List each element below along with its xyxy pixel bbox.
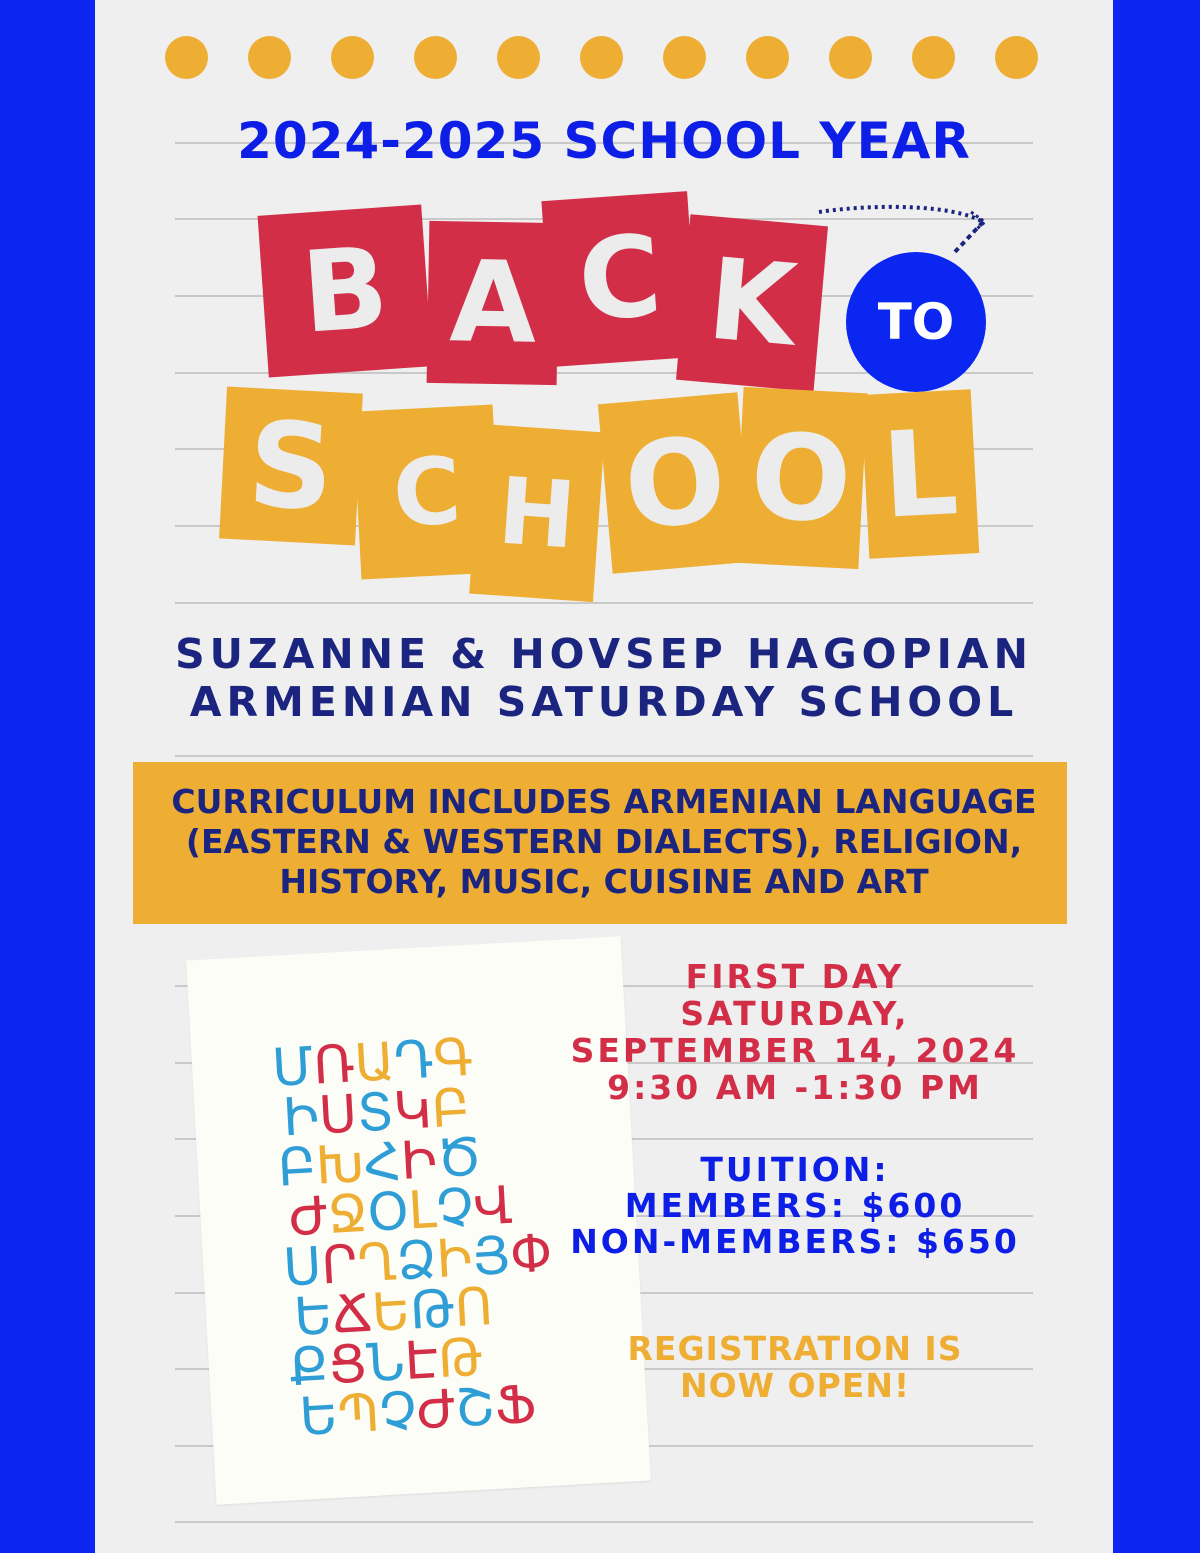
- ruled-line: [175, 602, 1033, 604]
- registration-notice: [535, 1330, 1055, 1404]
- ruled-line: [175, 1521, 1033, 1523]
- alphabet-letter: Ժ: [286, 1186, 330, 1249]
- curriculum-text: [95, 782, 1113, 902]
- curriculum-line: (EASTERN & WESTERN DIALECTS), RELIGION,: [185, 822, 1023, 861]
- alphabet-letter: Բ: [429, 1078, 472, 1141]
- alphabet-letter: Կ: [391, 1080, 434, 1143]
- alphabet-letter: Վ: [471, 1175, 515, 1238]
- alphabet-letter: Ծ: [435, 1127, 484, 1190]
- alphabet-letter: Ճ: [330, 1283, 374, 1346]
- first-day-line: FIRST DAY: [685, 957, 905, 996]
- school-letter-tile: H: [469, 424, 605, 602]
- hole-dot: [829, 36, 872, 79]
- alphabet-letter: Ի: [434, 1228, 474, 1291]
- alphabet-letter: Լ: [406, 1180, 438, 1242]
- alphabet-letter: Թ: [408, 1279, 457, 1342]
- tuition-line: TUITION:: [700, 1150, 890, 1189]
- alphabet-letter: Յ: [470, 1225, 512, 1289]
- alphabet-letter: Ի: [399, 1129, 439, 1192]
- alphabet-letter: Ի: [281, 1086, 321, 1149]
- registration-line: NOW OPEN!: [679, 1366, 910, 1405]
- alphabet-letter: Թ: [436, 1327, 485, 1391]
- tuition-line: MEMBERS: $600: [624, 1186, 966, 1225]
- hole-dot: [746, 36, 789, 79]
- alphabet-letter: Չ: [434, 1177, 475, 1240]
- school-letter-tile: O: [598, 392, 752, 574]
- school-name-line: SUZANNE & HOVSEP HAGOPIAN: [175, 630, 1033, 678]
- school-letter-tile: O: [734, 387, 867, 569]
- alphabet-letter: Մ: [270, 1036, 316, 1099]
- registration-line: REGISTRATION IS: [627, 1329, 963, 1368]
- school-year-title: 2024-2025 SCHOOL YEAR: [237, 112, 971, 170]
- to-badge: TO: [846, 252, 986, 392]
- alphabet-letter: Ֆ: [493, 1374, 538, 1437]
- hole-dot: [497, 36, 540, 79]
- alphabet-letter: Բ: [276, 1136, 318, 1199]
- back-letter-tile: A: [427, 221, 560, 385]
- alphabet-letter: Ր: [319, 1234, 360, 1297]
- alphabet-letter: Ց: [326, 1334, 369, 1397]
- school-name: [95, 630, 1113, 726]
- alphabet-letter: Ջ: [326, 1183, 370, 1247]
- alphabet-letter: Ն: [365, 1332, 407, 1395]
- first-day-info: [535, 958, 1055, 1106]
- alphabet-letter: Ձ: [394, 1230, 439, 1293]
- flyer-page: [95, 0, 1113, 1553]
- alphabet-letter: Ե: [298, 1385, 340, 1448]
- school-name-line: ARMENIAN SATURDAY SCHOOL: [189, 678, 1019, 726]
- alphabet-letter: Ռ: [311, 1034, 357, 1097]
- back-letter-tile: C: [541, 191, 698, 367]
- ruled-line: [175, 755, 1033, 757]
- alphabet-letter: Ղ: [355, 1232, 399, 1295]
- alphabet-letter: Գ: [431, 1027, 475, 1090]
- alphabet-letter: Ք: [287, 1336, 331, 1399]
- alphabet-letter: Է: [403, 1330, 440, 1392]
- hole-dot: [414, 36, 457, 79]
- alphabet-letter: Ե: [292, 1286, 334, 1349]
- hole-dot: [331, 36, 374, 79]
- alphabet-letter: Պ: [336, 1383, 382, 1446]
- alphabet-letter: Ժ: [414, 1379, 458, 1442]
- alphabet-letter: Ա: [352, 1032, 396, 1095]
- curriculum-line: HISTORY, MUSIC, CUISINE AND ART: [279, 862, 929, 901]
- hole-dot: [165, 36, 208, 79]
- alphabet-letter: Ս: [281, 1236, 324, 1299]
- alphabet-letter: Հ: [362, 1131, 403, 1194]
- first-day-line: SEPTEMBER 14, 2024: [570, 1031, 1020, 1070]
- hole-dot: [663, 36, 706, 79]
- alphabet-letter: Տ: [355, 1082, 396, 1145]
- alphabet-letter: Օ: [366, 1181, 411, 1244]
- alphabet-letter: Շ: [453, 1377, 497, 1440]
- tuition-info: [535, 1152, 1055, 1260]
- school-letter-tile: L: [861, 389, 979, 559]
- alphabet-letter: Ո: [453, 1277, 495, 1340]
- curriculum-line: CURRICULUM INCLUDES ARMENIAN LANGUAGE: [171, 782, 1037, 821]
- alphabet-letter: Ե: [370, 1281, 412, 1344]
- school-letter-tile: S: [219, 387, 363, 546]
- first-day-line: SATURDAY,: [680, 994, 910, 1033]
- tuition-line: NON-MEMBERS: $650: [570, 1222, 1020, 1261]
- alphabet-letter: Ս: [317, 1084, 359, 1147]
- alphabet-letter: Չ: [377, 1381, 419, 1444]
- hole-dot: [912, 36, 955, 79]
- hole-dot: [248, 36, 291, 79]
- school-letter-tile: C: [353, 404, 502, 579]
- hole-dot: [580, 36, 623, 79]
- alphabet-letter: Դ: [392, 1029, 436, 1093]
- alphabet-letter: Փ: [508, 1223, 554, 1286]
- alphabet-letter: Խ: [314, 1134, 366, 1197]
- binder-holes: [165, 36, 1045, 80]
- first-day-line: 9:30 AM -1:30 PM: [607, 1068, 983, 1107]
- back-letter-tile: B: [258, 204, 433, 377]
- hole-dot: [995, 36, 1038, 79]
- back-letter-tile: K: [676, 214, 828, 391]
